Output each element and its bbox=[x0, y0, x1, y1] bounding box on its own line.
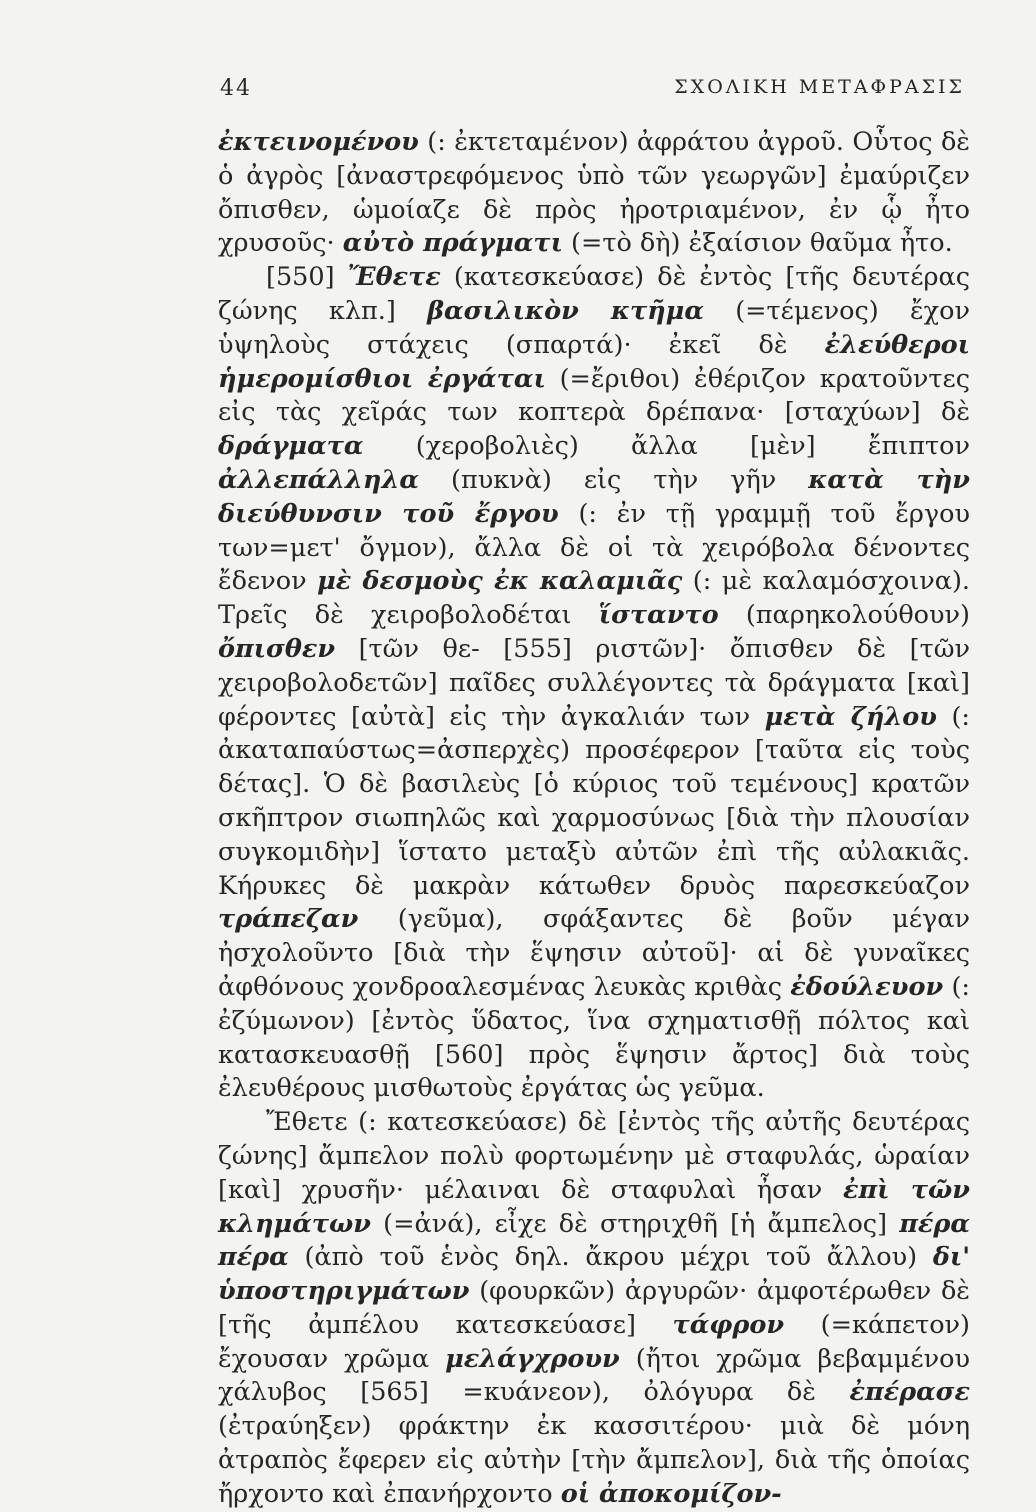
lemma-term: δι' ὑποστηριγμάτων bbox=[218, 1242, 970, 1307]
paragraph-text: (: ἐζύμωνον) [ἐντὸς ὕδατος, ἵνα σχηματισθῇ πόλτος καὶ κατασκευασθῇ [560] πρὸς ἕψησιν ἄρτος] διὰ τοὺς ἐλευθέρους μισθωτοὺς ἐργάτας ὡς γεῦμα. bbox=[218, 971, 970, 1104]
paragraph-text: (=κάπετον) ἔχουσαν χρῶμα bbox=[218, 1309, 971, 1374]
paragraph-text: (ἐτραύηξεν) φράκτην ἐκ κασσιτέρου· μιὰ δὲ μόνη ἀτραπὸς ἔφερεν εἰς αὐτὴν [τὴν ἄμπελον], διὰ τῆς ὁποίας ἤρχοντο καὶ ἐπανήρχοντο bbox=[218, 1411, 970, 1509]
paragraph-text: [550] bbox=[266, 262, 348, 293]
page-header bbox=[220, 68, 965, 108]
paragraph-text: (: ἐκτεταμένον) ἀφράτου ἀγροῦ. Οὗτος δὲ ὁ ἀγρὸς [ἀναστρεφόμενος ὑπὸ τῶν γεωργῶν] ἐμαύριζεν ὄπισθεν, ὡμοίαζε δὲ πρὸς ἠροτριαμένον, ἐν ᾧ ἦτο χρυσοῦς· bbox=[218, 127, 970, 259]
lemma-term: ἵσταντο bbox=[598, 600, 719, 631]
paragraph-text: (ἤτοι χρῶμα βεβαμμένου χάλυβος [565] =κυάνεον), ὀλόγυρα δὲ bbox=[218, 1343, 970, 1408]
paragraph-1 bbox=[218, 126, 970, 261]
lemma-term: ὄπισθεν bbox=[218, 633, 336, 664]
lemma-term: βασιλικὸν κτῆμα bbox=[427, 295, 704, 326]
paragraph-2 bbox=[218, 261, 970, 1106]
paragraph-text: (: ἀκαταπαύστως=ἀσπερχὲς) προσέφερον [ταῦτα εἰς τοὺς δέτας]. Ὁ δὲ βασιλεὺς [ὁ κύριος τοῦ τεμένους] κρατῶν σκῆπτρον σιωπηλῶς καὶ χαρμοσύνως [διὰ τὴν πλουσίαν συγκομιδὴν] ἵστατο μεταξὺ αὐτῶν ἐπὶ τῆς αὐλακιᾶς. Κήρυκες δὲ μακρὰν κάτωθεν δρυὸς παρεσκεύαζον bbox=[218, 701, 970, 901]
lemma-term: μὲ δεσμοὺς ἐκ καλαμιᾶς bbox=[317, 566, 683, 597]
paragraph-text: (κατεσκεύασε) δὲ ἐντὸς [τῆς δευτέρας ζώνης κλπ.] bbox=[218, 262, 970, 326]
paragraph-text: (φουρκῶν) ἀργυρῶν· ἀμφοτέρωθεν δὲ [τῆς ἀμπέλου κατεσκεύασε] bbox=[218, 1276, 970, 1340]
paragraph-text: (=τὸ δὴ) ἐξαίσιον θαῦμα ἦτο. bbox=[562, 228, 953, 259]
lemma-term: πέρα πέρα bbox=[218, 1208, 970, 1273]
paragraph-text: (=ἀνά), εἶχε δὲ στηριχθῆ [ἡ ἄμπελος] bbox=[370, 1208, 900, 1239]
running-head: ΣΧΟΛΙΚΗ ΜΕΤΑΦΡΑΣΙΣ bbox=[674, 76, 965, 98]
paragraph-text: Ἔθετε (: κατεσκεύασε) δὲ [ἐντὸς τῆς αὐτῆς δευτέρας ζώνης] ἄμπελον πολὺ φορτωμένην μὲ σταφυλάς, ὡραίαν [καὶ] χρυσῆν· μέλαιναι δὲ σταφυλαὶ ἦσαν bbox=[218, 1107, 970, 1205]
paragraph-text: (=ἔριθοι) ἐθέριζον κρατοῦντες εἰς τὰς χεῖράς των κοπτερὰ δρέπανα· [σταχύων] δὲ bbox=[218, 363, 970, 428]
lemma-term: Ἔθετε bbox=[347, 262, 441, 293]
lemma-term: μελάγχρουν bbox=[445, 1343, 620, 1374]
page-number: 44 bbox=[220, 76, 252, 101]
lemma-term: τράπεζαν bbox=[218, 904, 359, 935]
lemma-term: δράγματα bbox=[218, 431, 364, 462]
paragraph-text: (γεῦμα), σφάξαντες δὲ βοῦν μέγαν ἠσχολοῦντο [διὰ τὴν ἕψησιν αὐτοῦ]· αἱ δὲ γυναῖκες ἀφθόνους χονδροαλεσμένας λευκὰς κριθὰς bbox=[218, 904, 970, 1002]
lemma-term: ἐκτεινομένου bbox=[218, 127, 419, 157]
lemma-term: ἐπέρασε bbox=[849, 1377, 970, 1408]
lemma-term: οἱ ἀποκομίζον- bbox=[560, 1478, 782, 1509]
paragraph-text: (=τέμενος) ἔχον ὑψηλοὺς στάχεις (σπαρτά)· ἐκεῖ δὲ bbox=[218, 295, 970, 360]
lemma-term: τάφρον bbox=[672, 1309, 785, 1340]
paragraph-text: (χερoβολιὲς) ἄλλα [μὲν] ἔπιπτον bbox=[363, 431, 970, 462]
paragraph-3 bbox=[218, 1106, 970, 1512]
lemma-term: αὐτὸ πράγματι bbox=[342, 228, 563, 259]
paragraph-text: [τῶν θε- [555] ριστῶν]· ὄπισθεν δὲ [τῶν χειροβολοδετῶν] παῖδες συλλέγοντες τὰ δράγματα [καὶ] φέροντες [αὐτὰ] εἰς τὴν ἀγκαλιάν των bbox=[218, 633, 970, 732]
lemma-term: κατὰ τὴν διεύθυνσιν τοῦ ἔργου bbox=[218, 464, 970, 529]
paragraph-text: (: μὲ καλαμόσχοινα). Τρεῖς δὲ χειροβολοδέται bbox=[218, 566, 971, 631]
paragraph-text: (: ἐν τῇ γραμμῇ τοῦ ἔργου των=μετ' ὄγμον), ἄλλα δὲ οἱ τὰ χειρόβολα δένοντες ἔδενον bbox=[218, 498, 970, 597]
lemma-term: μετὰ ζήλου bbox=[764, 701, 937, 732]
lemma-term: ἀλλεπάλληλα bbox=[218, 464, 419, 495]
lemma-term: ἐλεύθεροι ἡμερομίσθιοι ἐργάται bbox=[218, 329, 970, 394]
paragraph-text: (πυκνὰ) εἰς τὴν γῆν bbox=[418, 464, 809, 495]
text-body bbox=[218, 126, 970, 1512]
lemma-term: ἐπὶ τῶν κλημάτων bbox=[218, 1174, 970, 1239]
paragraph-text: (ἀπὸ τοῦ ἑνὸς δηλ. ἄκρου μέχρι τοῦ ἄλλου) bbox=[288, 1242, 933, 1273]
paragraph-text: (παρηκολούθουν) bbox=[718, 600, 970, 631]
lemma-term: ἐδούλευον bbox=[790, 971, 944, 1002]
